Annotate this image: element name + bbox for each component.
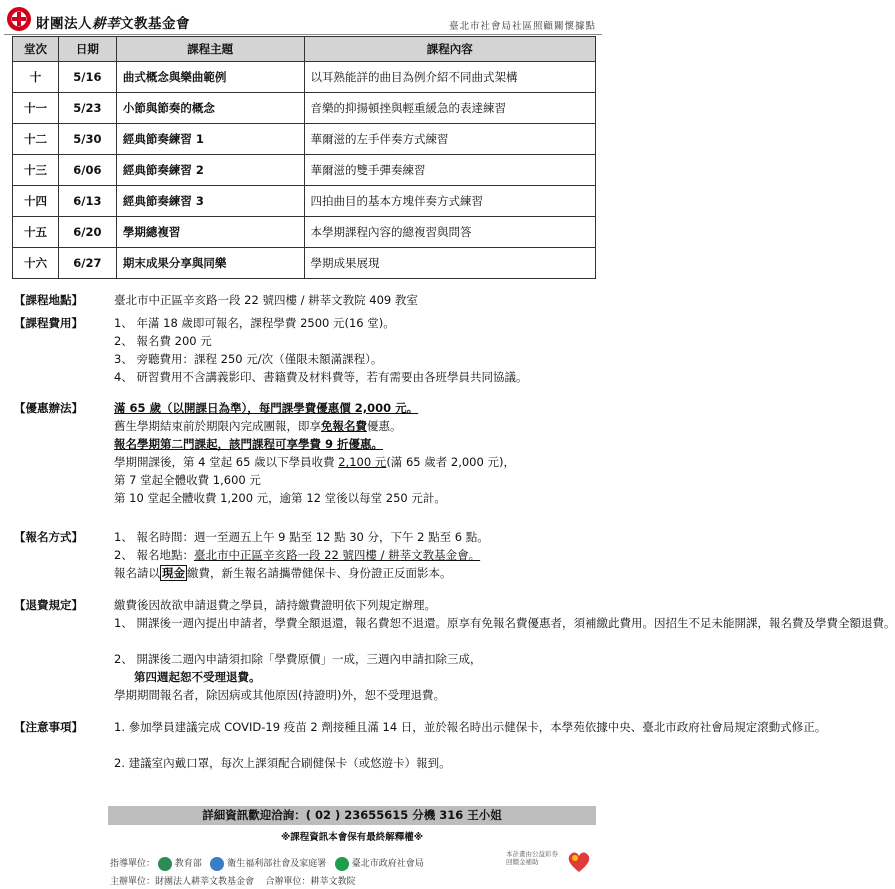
- session-topic: 曲式概念與樂曲範例: [116, 62, 304, 93]
- header-divider: [4, 34, 602, 35]
- col-header-topic: 課程主題: [116, 37, 304, 62]
- discount-section: [14, 399, 604, 509]
- session-content: 以耳熟能詳的曲目為例介紹不同曲式架構: [304, 62, 595, 93]
- table-row: [13, 186, 596, 217]
- session-date: 6/13: [58, 186, 116, 217]
- guide-units-row: 指導單位： 教育部 衛生福利部社會及家庭署 臺北市政府社會局: [110, 856, 424, 871]
- signup-label: 【報名方式】: [14, 530, 83, 544]
- session-number: 十四: [13, 186, 59, 217]
- session-number: 十二: [13, 124, 59, 155]
- notice-label: 【注意事項】: [14, 720, 83, 734]
- session-content: 四拍曲目的基本方塊伴奏方式練習: [304, 186, 595, 217]
- fees-label: 【課程費用】: [14, 316, 83, 330]
- senior-discount: 滿 65 歲（以開課日為準），每門課學費優惠價 2,000 元。: [114, 401, 419, 415]
- community-care-label: 臺北市社會局社區照顧關懷據點: [448, 21, 596, 32]
- table-row: [13, 217, 596, 248]
- session-topic: 學期總複習: [116, 217, 304, 248]
- mohw-emblem-icon: [210, 857, 224, 871]
- notice-item: 2. 建議室內戴口罩，每次上課須配合刷健保卡（或悠遊卡）報到。: [114, 756, 451, 770]
- late-fee-line: 第 7 堂起全體收費 1,600 元: [114, 473, 261, 487]
- session-number: 十六: [13, 248, 59, 279]
- fee-item: 3、 旁聽費用：課程 250 元/次（僅限未額滿課程）。: [114, 352, 383, 366]
- session-date: 6/20: [58, 217, 116, 248]
- notice-item: 1. 參加學員建議完成 COVID-19 疫苗 2 劑接種且滿 14 日，並於報名時出示健保卡，本學苑依據中央、臺北市政府社會局規定滾動式修正。: [114, 720, 827, 734]
- contact-bar: 詳細資訊歡迎洽詢：( 02 ) 23655615 分機 316 王小姐: [108, 806, 596, 825]
- refund-section: [14, 596, 895, 712]
- late-fee-line: 學期開課後，第 4 堂起 65 歲以下學員收費 2,100 元(滿 65 歲者 2,000 元)，: [114, 455, 515, 469]
- session-number: 十五: [13, 217, 59, 248]
- course-schedule-table: [12, 36, 596, 279]
- fee-item: 1、 年滿 18 歲即可報名，課程學費 2500 元(16 堂)。: [114, 316, 395, 330]
- second-course-discount: 報名學期第二門課起，該門課程可享學費 9 折優惠。: [114, 437, 384, 451]
- session-topic: 期末成果分享與同樂: [116, 248, 304, 279]
- table-row: [13, 93, 596, 124]
- session-content: 學期成果展現: [304, 248, 595, 279]
- foundation-logo-icon: [6, 6, 32, 32]
- session-topic: 小節與節奏的概念: [116, 93, 304, 124]
- session-number: 十三: [13, 155, 59, 186]
- location-label: 【課程地點】: [14, 293, 83, 307]
- col-header-date: 日期: [58, 37, 116, 62]
- location-text: 臺北市中正區辛亥路一段 22 號四樓 / 耕莘文教院 409 教室: [114, 293, 418, 307]
- session-content: 華爾滋的雙手彈奏練習: [304, 155, 595, 186]
- session-date: 6/06: [58, 155, 116, 186]
- refund-label: 【退費規定】: [14, 598, 83, 612]
- location-section: [14, 291, 604, 309]
- signup-time: 1、 報名時間：週一至週五上午 9 點至 12 點 30 分，下午 2 點至 6 點。: [114, 530, 489, 544]
- signup-section: [14, 528, 604, 584]
- final-interpretation-note: ※課程資訊本會保有最終解釋權※: [281, 832, 423, 843]
- session-topic: 經典節奏練習 2: [116, 155, 304, 186]
- session-content: 華爾滋的左手伴奏方式練習: [304, 124, 595, 155]
- session-date: 6/27: [58, 248, 116, 279]
- session-content: 音樂的抑揚頓挫與輕重緩急的表達練習: [304, 93, 595, 124]
- refund-rule-2: 2、 開課後二週內申請須扣除「學費原價」一成，三週內申請扣除三成，: [114, 652, 482, 666]
- session-content: 本學期課程內容的總複習與問答: [304, 217, 595, 248]
- moe-emblem-icon: [158, 857, 172, 871]
- table-row: [13, 248, 596, 279]
- signup-payment: 報名請以 現金 繳費，新生報名請攜帶健保卡、身份證正反面影本。: [114, 566, 452, 580]
- lottery-badge: 本計畫由公益彩券回饋金補助: [506, 850, 558, 866]
- heart-badge-icon: [566, 850, 592, 874]
- notice-section: [14, 718, 827, 798]
- late-fee-line: 第 10 堂起全體收費 1,200 元，逾第 12 堂後以每堂 250 元計。: [114, 491, 446, 505]
- fee-item: 2、 報名費 200 元: [114, 334, 212, 348]
- col-header-session: 堂次: [13, 37, 59, 62]
- session-topic: 經典節奏練習 1: [116, 124, 304, 155]
- table-header-row: [13, 37, 596, 62]
- table-row: [13, 62, 596, 93]
- taipei-city-emblem-icon: [335, 857, 349, 871]
- fee-item: 4、 研習費用不含講義影印、書籍費及材料費等，若有需要由各班學員共同協議。: [114, 370, 528, 384]
- session-date: 5/23: [58, 93, 116, 124]
- table-row: [13, 124, 596, 155]
- col-header-content: 課程內容: [304, 37, 595, 62]
- session-number: 十: [13, 62, 59, 93]
- refund-rule-3: 學期期間報名者，除因病或其他原因(持證明)外，恕不受理退費。: [114, 688, 445, 702]
- footer: [0, 846, 606, 889]
- org-name: 財團法人耕莘文教基金會: [36, 16, 190, 32]
- table-row: [13, 155, 596, 186]
- refund-rule-1: 1、 開課後一週內提出申請者，學費全額退還，報名費恕不退還。原享有免報名費優惠者，須補繳此費用。因招生不足未能開課，報名費及學費全額退費。: [114, 616, 895, 630]
- session-date: 5/16: [58, 62, 116, 93]
- refund-intro: 繳費後因故欲申請退費之學員，請持繳費證明依下列規定辦理。: [114, 598, 436, 612]
- session-number: 十一: [13, 93, 59, 124]
- discount-label: 【優惠辦法】: [14, 401, 83, 415]
- fees-section: [14, 314, 604, 388]
- session-date: 5/30: [58, 124, 116, 155]
- refund-rule-2-cont: 第四週起恕不受理退費。: [134, 670, 261, 684]
- signup-place: 2、 報名地點：臺北市中正區辛亥路一段 22 號四樓 / 耕莘文教基金會。: [114, 548, 481, 562]
- group-registration-discount: 舊生學期結束前於期限內完成團報，即享免報名費優惠。: [114, 419, 402, 433]
- session-topic: 經典節奏練習 3: [116, 186, 304, 217]
- page-header: [4, 4, 602, 34]
- host-units-row: 主辦單位：財團法人耕莘文教基金會 合辦單位：耕莘文教院: [110, 877, 356, 887]
